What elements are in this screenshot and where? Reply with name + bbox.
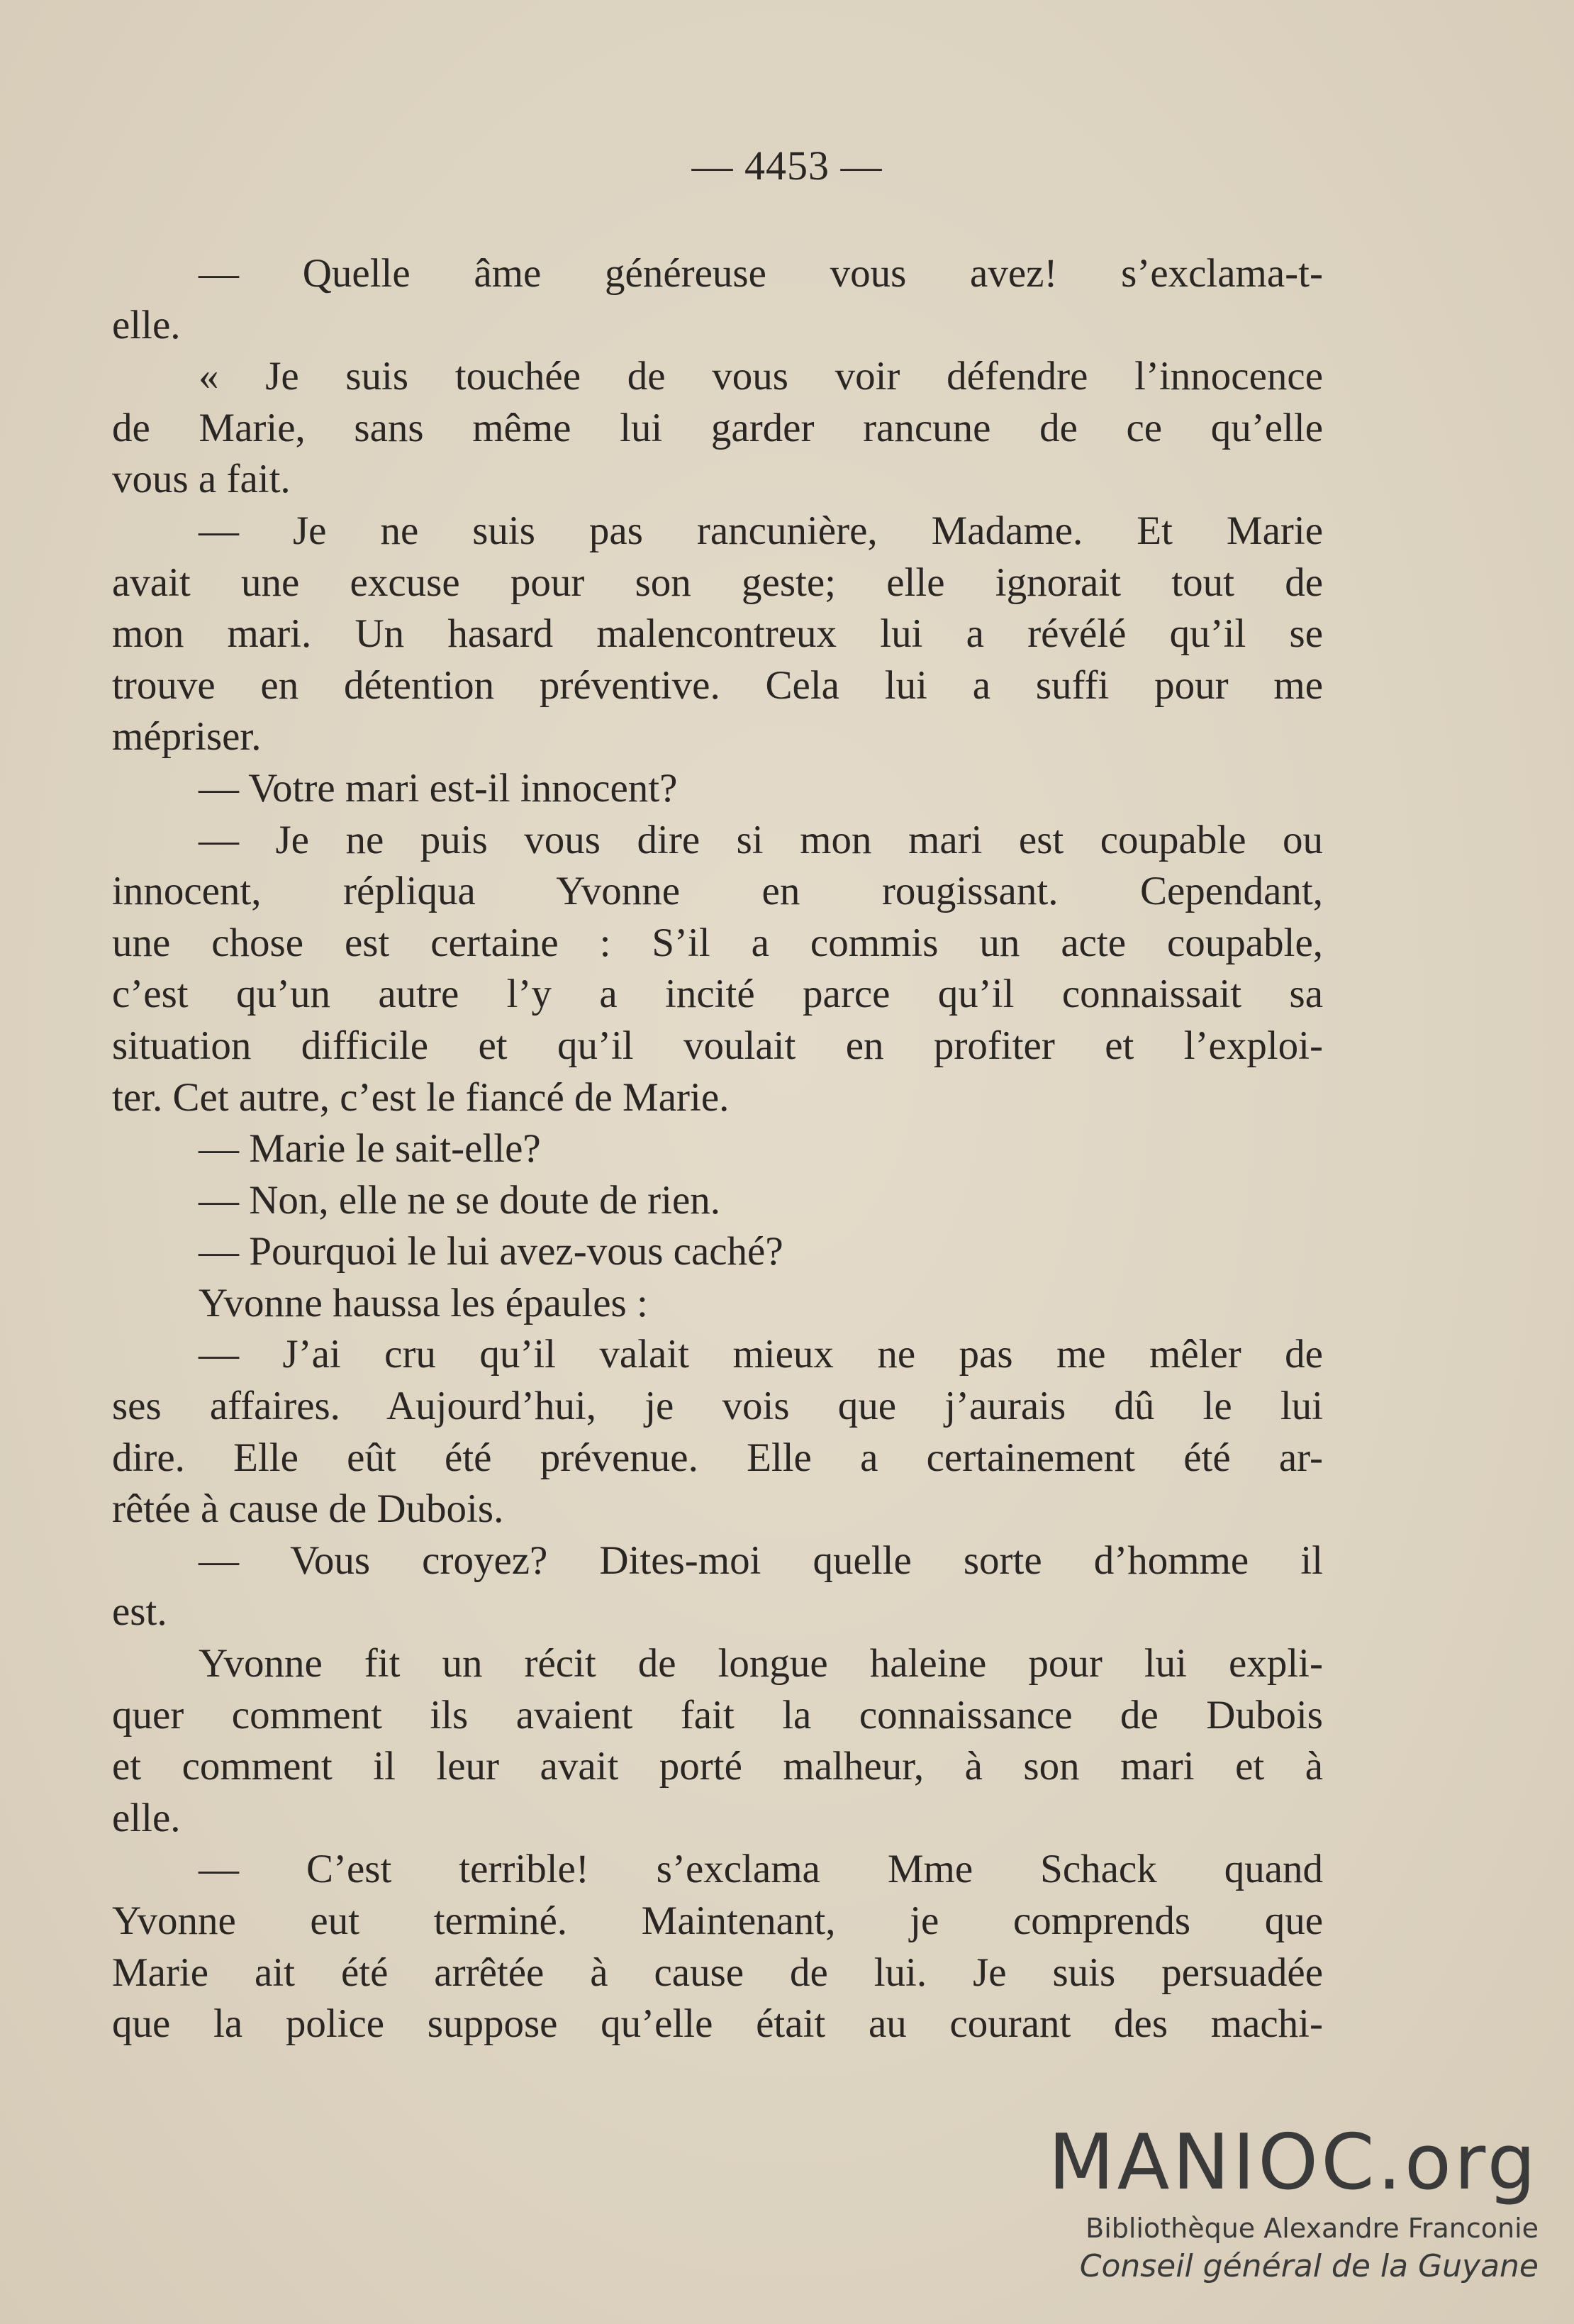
text-line: quer comment ils avaient fait la connaissance de Dubois <box>112 1692 1323 1738</box>
text-line: — J’ai cru qu’il valait mieux ne pas me mêler de <box>199 1332 1323 1377</box>
text-line: rêtée à cause de Dubois. <box>112 1486 504 1532</box>
text-line: — Je ne suis pas rancunière, Madame. Et Marie <box>199 508 1323 553</box>
text-line: — Non, elle ne se doute de rien. <box>199 1177 721 1223</box>
text-line: — C’est terrible! s’exclama Mme Schack quand <box>199 1847 1323 1892</box>
text-line: — Vous croyez? Dites-moi quelle sorte d’homme il <box>199 1538 1323 1583</box>
text-line: que la police suppose qu’elle était au courant des machi- <box>112 2001 1323 2047</box>
text-line: Yvonne haussa les épaules : <box>199 1280 648 1325</box>
page-number: — 4453 — <box>691 143 883 189</box>
text-line: — Pourquoi le lui avez-vous caché? <box>199 1229 783 1274</box>
council-name: Conseil général de la Guyane <box>1079 2248 1539 2284</box>
text-line: — Marie le sait-elle? <box>199 1126 541 1172</box>
text-line: Marie ait été arrêtée à cause de lui. Je suis persuadée <box>112 1950 1323 1995</box>
text-line: elle. <box>112 1795 181 1840</box>
text-line: trouve en détention préventive. Cela lui a suffi pour me <box>112 662 1323 708</box>
text-line: dire. Elle eût été prévenue. Elle a certainement été ar- <box>112 1435 1323 1480</box>
text-line: vous a fait. <box>112 457 291 502</box>
text-line: innocent, répliqua Yvonne en rougissant. Cependant, <box>112 869 1323 914</box>
text-line: ter. Cet autre, c’est le fiancé de Marie. <box>112 1074 730 1120</box>
library-name: Bibliothèque Alexandre Franconie <box>1085 2213 1539 2244</box>
text-line: « Je suis touchée de vous voir défendre l’innocence <box>199 354 1323 399</box>
body-text <box>112 248 1323 2050</box>
text-line: de Marie, sans même lui garder rancune de ce qu’elle <box>112 405 1323 450</box>
text-line: Yvonne eut terminé. Maintenant, je comprends que <box>112 1898 1323 1943</box>
manioc-watermark <box>1000 2120 1539 2286</box>
text-line: une chose est certaine : S’il a commis un acte coupable, <box>112 920 1323 965</box>
text-line: — Votre mari est-il innocent? <box>199 765 678 811</box>
text-line: mon mari. Un hasard malencontreux lui a révélé qu’il se <box>112 611 1323 657</box>
text-line: avait une excuse pour son geste; elle ignorait tout de <box>112 560 1323 605</box>
text-line: et comment il leur avait porté malheur, à son mari et à <box>112 1744 1323 1789</box>
manioc-logo: MANIOC.org <box>1048 2118 1539 2207</box>
text-line: — Quelle âme généreuse vous avez! s’exclama-t- <box>199 251 1323 296</box>
text-line: est. <box>112 1589 167 1635</box>
text-line: ses affaires. Aujourd’hui, je vois que j’aurais dû le lui <box>112 1384 1323 1429</box>
text-line: elle. <box>112 302 181 348</box>
text-line: Yvonne fit un récit de longue haleine pour lui expli- <box>199 1641 1323 1686</box>
text-line: c’est qu’un autre l’y a incité parce qu’il connaissait sa <box>112 972 1323 1017</box>
text-line: mépriser. <box>112 714 262 760</box>
text-line: situation difficile et qu’il voulait en profiter et l’exploi- <box>112 1023 1323 1068</box>
text-line: — Je ne puis vous dire si mon mari est coupable ou <box>199 817 1323 862</box>
